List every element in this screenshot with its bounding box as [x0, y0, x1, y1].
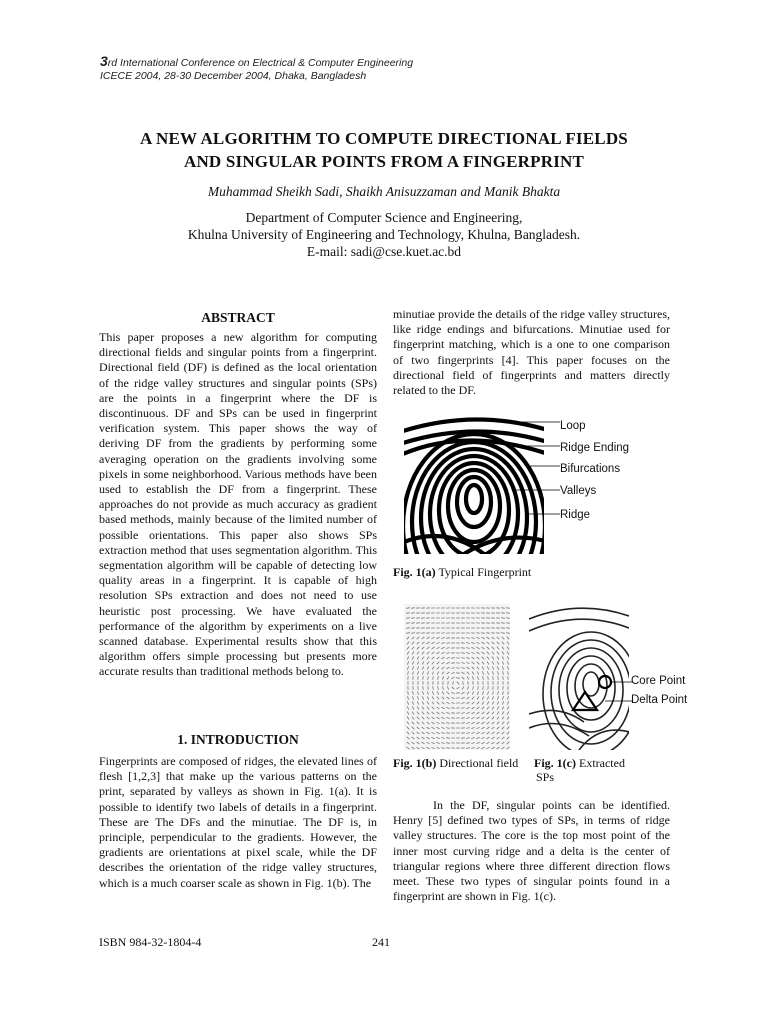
conference-ordinal: 3 [100, 53, 108, 69]
affiliation-line2: Khulna University of Engineering and Technology, Khulna, Bangladesh. [187, 227, 581, 242]
label-bifurcations: Bifurcations [560, 463, 621, 475]
label-loop: Loop [560, 420, 586, 432]
label-core-point: Core Point [631, 675, 686, 687]
abstract-paragraph: This paper proposes a new algorithm for computing directional fields and singular points from a fingerprint. Directional field (DF) is defined as the local orientation of the ridge valley structures and singular points (SPs) are the points in a fingerprint where the DF is discontinuous. DF and SPs can be used in fingerprint verification system. This paper shows the way of deriving DF from the gradients by performing some averaging operation on the gradients involving some pixels in some neighborhood. Various methods have been used to establish the DF from a fingerprint. These approaches do not provide as much accuracy as gradient based methods, mainly because of the limited number of possible orientations. This paper also shows SPs extraction method that uses segmentation algorithm. This segmentation algorithm will be capable of detecting low quality areas in a fingerprint. It is capable of high resolution SPs extraction and does not need to use heuristic post processing. We have evaluated the performance of the algorithm by experiments on a live scanned database. Experimental results show that this algorithm offers simple processing but presents more accurate results than traditional methods belong to. [99, 330, 377, 679]
label-delta-point: Delta Point [631, 694, 688, 706]
affiliation-email: E-mail: sadi@cse.kuet.ac.bd [306, 244, 462, 259]
intro-text [99, 754, 377, 891]
title-line2: AND SINGULAR POINTS FROM A FINGERPRINT [183, 152, 585, 171]
paper-title [60, 127, 708, 173]
fig1b-caption [393, 756, 518, 770]
intro-paragraph: Fingerprints are composed of ridges, the elevated lines of flesh [1,2,3] that make up the various patterns on the print, separated by valleys as shown in Fig. 1(a). It is possible to identify two labels of details in a fingerprint. These are The DFs and the minutiae. The DF is, in principle, perpendicular to the gradients. However, the gradients are orientations at pixel scale, while the DF describes the orientation of the ridge valley structures, which is a much coarser scale as shown in Fig. 1(b). The [99, 754, 377, 890]
fig1b-caption-bold: Fig. 1(b) [393, 756, 437, 770]
conference-line2: ICECE 2004, 28-30 December 2004, Dhaka, Bangladesh [100, 70, 367, 82]
fig1a-caption-text: Typical Fingerprint [435, 565, 532, 579]
footer-page-number: 241 [372, 935, 390, 949]
right-column-para2 [393, 798, 670, 904]
right-paragraph-2: In the DF, singular points can be identified. Henry [5] defined two types of SPs, in terms of ridge valley structures. The core is the top most point of the inner most curving ridge and a delta is the center of triangular regions where three different direction flows meet. These two types of singular points found in a fingerprint are shown in Fig. 1(c). [393, 798, 670, 904]
abstract-heading: ABSTRACT [201, 310, 275, 325]
title-line1: A NEW ALGORITHM TO COMPUTE DIRECTIONAL FIELDS [140, 129, 628, 148]
right-paragraph-1: minutiae provide the details of the ridge valley structures, like ridge endings and bifurcations. Minutiae used for fingerprint matching, which is a one to one comparison of two fingerprints [4]. This paper focuses on the directional field of fingerprints and matters directly related to the DF. [393, 307, 670, 398]
footer-isbn: ISBN 984-32-1804-4 [99, 935, 202, 949]
fig1c-caption-text: Extracted [575, 756, 625, 770]
label-ridge: Ridge [560, 509, 591, 521]
authors: Muhammad Sheikh Sadi, Shaikh Anisuzzaman and Manik Bhakta [207, 184, 561, 199]
fig1a-caption [393, 565, 531, 579]
fig1c-caption-line2: SPs [536, 770, 555, 784]
label-ridge-ending: Ridge Ending [560, 442, 630, 454]
label-valleys: Valleys [560, 485, 597, 497]
fig1c-caption [534, 756, 625, 784]
fig1c-caption-bold: Fig. 1(c) [534, 756, 576, 770]
intro-heading: 1. INTRODUCTION [177, 732, 299, 747]
right-column-para1 [393, 307, 670, 398]
abstract-text [99, 330, 377, 680]
conference-line1: rd International Conference on Electrical & Computer Engineering [107, 57, 414, 69]
fig1b-directional-field [404, 604, 510, 750]
conference-header [100, 55, 413, 83]
fig1a-leader-lines [500, 418, 564, 522]
fig1b-caption-text: Directional field [436, 756, 519, 770]
affiliation [60, 209, 708, 260]
affiliation-line1: Department of Computer Science and Engineering, [245, 210, 523, 225]
fig1a-caption-bold: Fig. 1(a) [393, 565, 436, 579]
